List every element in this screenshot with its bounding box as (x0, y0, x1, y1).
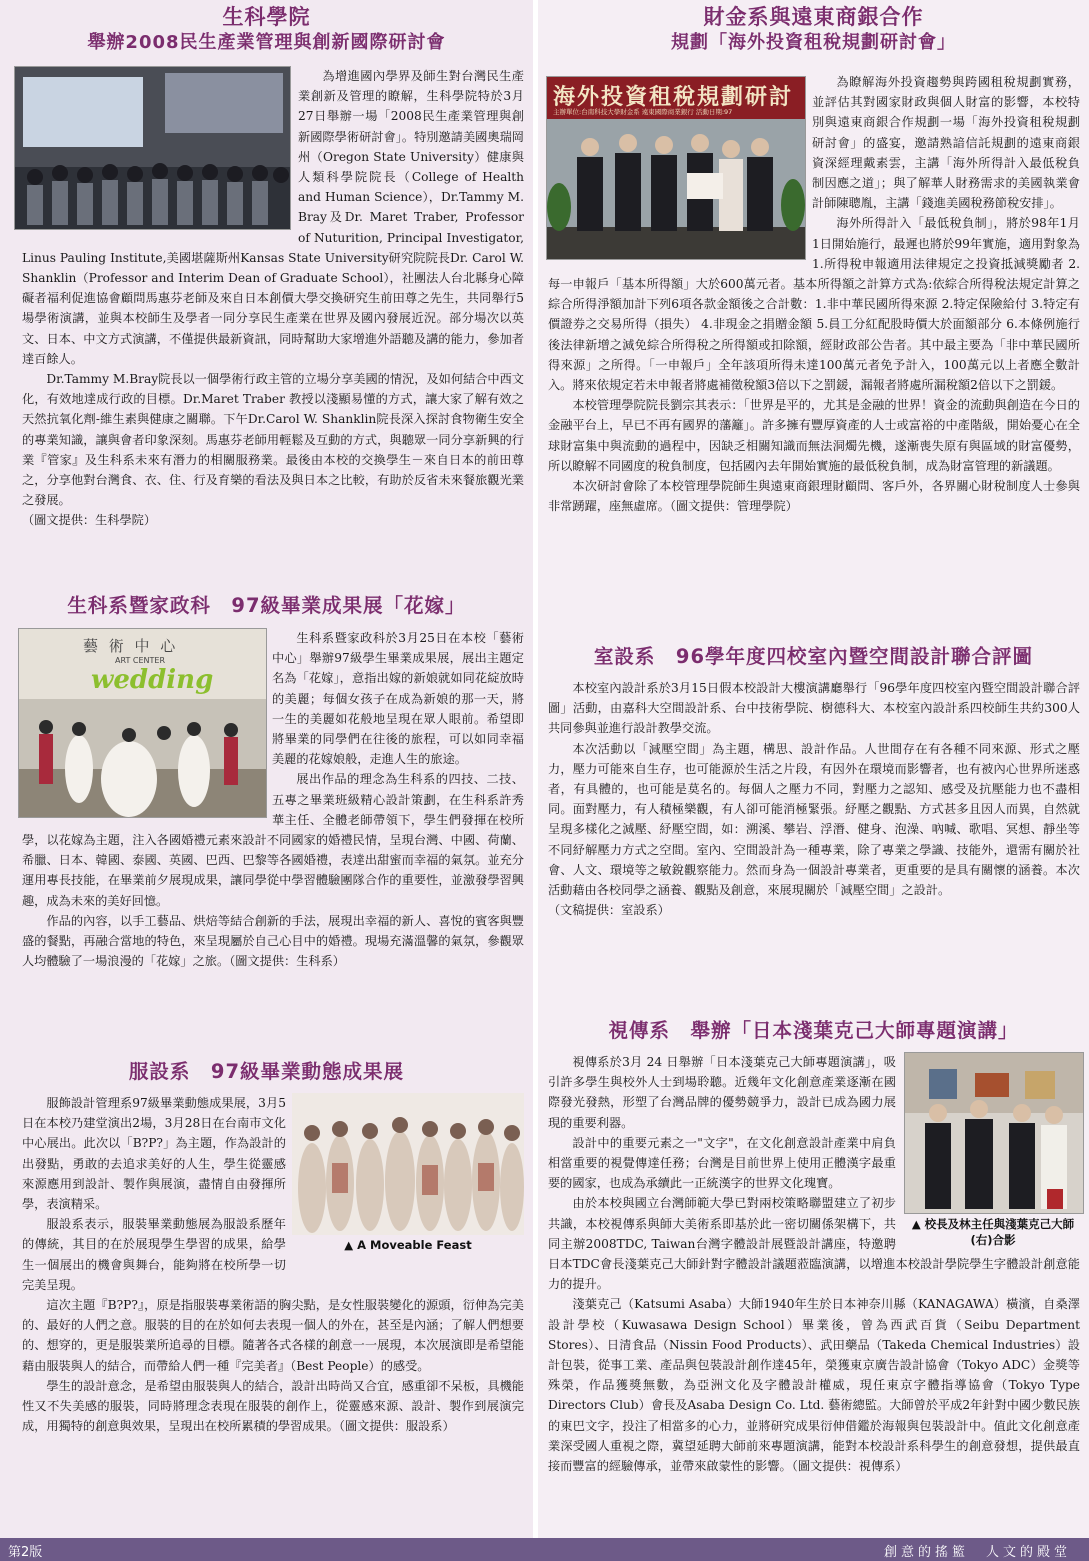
s3-body (22, 1093, 524, 1436)
article-title: 服設系 97級畢業動態成果展 (128, 1060, 405, 1083)
s3-paragraph-3: 這次主題『B?P?』，原是指服裝專業術語的胸尖點，是女性服裝變化的源頭，衍伸為完美的、最好的人們之意。服裝的目的在於如何去表現一個人的外在，甚至是內涵；了解人們想要的、想穿的，更是服裝業所追尋的目標。隨著各式各樣的創意一一展現，本次展演即是希望能藉由服裝與人的結合，而帶給人們一種『完美者』（Best People）的感受。 (22, 1298, 524, 1373)
s2-paragraph-2: 展出作品的理念為生科系的四技、二技、五專之畢業班級精心設計策劃，在生科系許秀華主任、全體老師帶領下，學生們發揮在校所學，以花嫁為主題，注入各國婚禮元素來設計不同國家的婚禮民情，呈現台灣、中國、荷蘭、希臘、日本、韓國、泰國、英國、巴西、巴黎等各國婚禮，表達出甜蜜而幸福的氣氛。並充分運用專長技能，在畢業前夕展現成果，讓同學從中學習體驗團隊合作的重要性，並激發學習興趣，成為未來的美好回憶。 (22, 772, 524, 908)
article-life-science-college (0, 4, 533, 55)
s4-paragraph-4: 本次研討會除了本校管理學院師生與遠東商銀理財顧問、客戶外，各界關心財稅制度人士參與非常踴躍，座無虛席。（圖文提供：管理學院） (548, 479, 1080, 514)
article-title: 生科系暨家政科 97級畢業成果展「花嫁」 (67, 594, 466, 617)
s5-credit: （文稿提供：室設系） (548, 903, 670, 918)
page-number: 第2版 (8, 1545, 43, 1560)
article-subtitle: 舉辦2008民生產業管理與創新國際研討會 (87, 32, 446, 54)
article-title: 生科學院 (222, 5, 311, 29)
article-finance-seminar (538, 4, 1089, 55)
art-center-sign-en: ART CENTER (115, 656, 166, 665)
asaba-photo-caption: ▲ 校長及林主任與淺葉克己大師(右)合影 (911, 1217, 1075, 1247)
article-interior-design (538, 645, 1089, 669)
float-spacer (286, 1093, 524, 1259)
s1-credit: （圖文提供：生科學院） (22, 513, 157, 528)
s5-body (548, 678, 1080, 920)
s6-paragraph-1: 視傳系於3月 24 日舉辦「日本淺葉克己大師專題演講」，吸引許多學生與校外人士到場聆聽。近幾年文化創意產業逐漸在國際發光發熱，形塑了台灣品牌的優勢競爭力，設計已成為國力展現的重要利器。 (548, 1055, 896, 1130)
article-title: 視傳系 舉辦「日本淺葉克己大師專題演講」 (608, 1019, 1019, 1042)
s6-paragraph-4: 淺葉克己（Katsumi Asaba）大師1940年生於日本神奈川縣（KANAGAWA）橫濱，自桑澤設計學校（Kuwasawa Design School）畢業後，曾為西武百貨（Seibu Department Stores）、日清食品（Nissin Food Products）、武田藥品（Takeda Chemical Industries）設計包裝，從事工業、產品與包裝設計創作達45年，榮獲東京廣告設計協會（Tokyo ADC）金獎等殊榮，作品獲獎無數，為亞洲文化及字體設計權威，現任東京字體指導協會（Tokyo Type Directors Club）會長及Asaba Design Co. Ltd. 藝術總監。大師曾於平成2年針對中國少數民族的東巴文字，投注了相當多的心力，並將研究成果衍伸借鑑於海報與包裝設計中。值此文化創意產業深受國人重視之際，冀望延聘大師前來專題演講，能對本校設計系科學生的創意發想，提供最直接而豐富的經驗傳承，並帶來啟蒙性的影響。（圖文提供：視傳系） (548, 1297, 1080, 1474)
s6-body (548, 1052, 1080, 1476)
seminar-banner-subtext: 主辦單位:台南科技大學財金系 遠東國際商業銀行 活動日期:97 (553, 108, 733, 116)
s2-paragraph-3: 作品的內容，以手工藝品、烘焙等結合創新的手法，展現出幸福的新人、喜悅的賓客與豐盛的餐點，再融合當地的特色，來呈現屬於自己心目中的婚禮。現場充滿溫馨的氣氛，參觀眾人均體驗了一場浪漫的「花嫁」之旅。（圖文提供：生科系） (22, 913, 524, 969)
s3-paragraph-2: 服設系表示，服裝畢業動態展為服設系歷年的傳統，其目的在於展現學生學習的成果，給學生一個展出的機會與舞台，能夠將在校所學一切完美呈現。 (22, 1217, 286, 1292)
footer-motto: 創意的搖籃 人文的殿堂 (883, 1545, 1071, 1560)
s1-paragraph-1: 為增進國內學界及師生對台灣民生產業創新及管理的瞭解，生科學院特於3月27日舉辦一場「2008民生產業管理與創新國際學術研討會」。特別邀請美國奧瑞岡州（Oregon State University）健康與人類科學院院長（College of Health and Human Science），Dr.Tammy M. Bray及Dr. Maret Traber, Professor of Nuturition, Principal Investigator, Linus Pauling Institute,美國堪薩斯州Kansas State University研究院院長Dr. Carol W. Shanklin（Professor and Interim Dean of Graduate School），社團法人台北縣身心障礙者福利促進協會顧問馬惠芬老師及來自日本創價大學交換研究生前田尊之先生，共同舉行5場學術演講，並與本校師生及學者一同分享民生產業在世界及國內發展近況。部分場次以英文、日本、中文方式演講，不僅提供最新資訊，同時幫助大家增進外語聽及講的能力，參加者達百餘人。 (22, 69, 524, 366)
seminar-banner-text: 海外投資租稅規劃研討 (553, 84, 794, 110)
page-footer (0, 1538, 1089, 1561)
s3-paragraph-4: 學生的設計意念，是希望由服裝與人的結合，設計出時尚又合宜，感重卻不呆板，具機能性又不失美感的服裝，同時將理念表現在服裝的創作上，從靈感來源、設計、製作到展演完成，用獨特的創意與效果，呈現出在校所累積的學習成果。（圖文提供：服設系） (22, 1378, 524, 1434)
s4-body (548, 72, 1080, 516)
fashion-photo-caption: ▲ A Moveable Feast (344, 1238, 472, 1252)
s5-paragraph-2: 本次活動以「減壓空間」為主題，構思、設計作品。人世間存在有各種不同來源、形式之壓力，壓力可能來自生存，也可能源於生活之片段，有因外在環境而影響者，也有被內心世界所迷惑者，有具體的，也可能是莫名的。每個人之壓力不同，對壓力之認知、感受及抗壓能力也不盡相同。面對壓力，有人積極樂觀，有人卻可能消極緊張。紓壓之觀點、方式甚多且因人而異，自然就呈現多樣化之減壓、紓壓空間，如：溯溪、攀岩、浮潛、健身、泡澡、吶喊、歌唱、冥想、靜坐等不同紓解壓力方式之空間。室內、空間設計為一種專業，除了專業之學識、技能外，還需有關於社會、人文、環境等之敏銳觀察能力。然而身為一個設計專業者，更重要的是具有關懷的涵養。本次活動藉由各校同學之涵養、觀點及創意，來展現關於「減壓空間」之設計。 (548, 741, 1080, 898)
s1-paragraph-2: Dr.Tammy M.Bray院長以一個學術行政主管的立場分享美國的情況，及如何結合中西文化，有效地達成行政的目標。Dr.Maret Traber 教授以淺顯易懂的方式，讓大家了解有效之天然抗氧化劑-維生素與健康之關聯。下午Dr.Carol W. Shanklin院長深入探討食物衛生安全的專業知識，讓與會者印象深刻。馬惠芬老師用輕鬆及互動的方式，與聽眾一同分享新興的行業『管家』及生科系未來有潛力的相關服務業。最後由本校的交換學生－來自日本的前田尊之，分享他對台灣食、衣、住、行及育樂的看法及與日本之比較，有助於反省未來餐旅觀光業之發展。 (22, 372, 524, 508)
s4-paragraph-2: 海外所得計入「最低稅負制」，將於98年1月1日開始施行，最遲也將於99年實施，適用對象為1.所得稅申報適用法律規定之投資抵減獎勵者 2.每一申報戶「基本所得額」大於600萬元者。基本所得額之計算方式為:依綜合所得稅法規定計算之綜合所得淨額加計下列6項各款金額後之合計數：1.非中華民國所得來源 2.特定保險給付 3.特定有價證券之交易所得（損失） 4.非現金之捐贈金額 5.員工分紅配股時價大於面額部分 6.本條例施行後法律新增之減免綜合所得稅之所得額或扣除額，經財政部公告者。其中最主要為「非中華民國所得來源」之所得。「一申報戶」全年該項所得未達100萬元者免予計入，100萬元以上者應全數計入。將來依規定若未申報者將處補徵稅額3倍以下之罰鍰，漏報者將處所漏稅額2倍以下之罰鍰。 (548, 216, 1080, 393)
float-spacer (896, 1052, 1080, 1252)
article-fashion-show (0, 1060, 533, 1084)
s4-paragraph-1: 為瞭解海外投資趨勢與跨國租稅規劃實務，並評估其對國家財政與個人財富的影響，本校特別與遠東商銀合作規劃一場「海外投資租稅規劃研討會」的盛宴，邀請熟諳信託規劃的遠東商銀資深經理戴素雲，主講「海外所得計入最低稅負制因應之道」；與了解華人財務需求的美國執業會計師陳聰胤，主講「錢進美國稅務節稅安排」。 (812, 75, 1080, 211)
article-title: 財金系與遠東商銀合作 (703, 5, 924, 29)
art-center-sign: 藝 術 中 心 (83, 637, 179, 655)
float-spacer (22, 628, 272, 816)
s1-body (22, 66, 524, 531)
article-graduation-wedding (0, 594, 533, 618)
s5-paragraph-1: 本校室內設計系於3月15日假本校設計大樓演講廳舉行「96學年度四校室內暨空間設計聯合評圖」活動，由嘉科大空間設計系、台中技術學院、樹德科大、本校室內設計系四校師生共約300人共同參與並進行設計教學交流。 (548, 681, 1080, 736)
float-spacer (22, 66, 298, 234)
float-spacer (548, 72, 812, 260)
s6-paragraph-3: 由於本校與國立台灣師範大學已對兩校策略聯盟建立了初步共識，本校視傳系與師大美術系即基於此一密切關係架構下，共同主辦2008TDC, Taiwan台灣字體設計展暨設計講座，特邀聘日本TDC會長淺葉克己大師針對字體設計議題蒞臨演講，以增進本校設計學院學生字體設計創意能力的提升。 (548, 1196, 1080, 1292)
article-visual-comm (538, 1019, 1089, 1043)
s2-body (22, 628, 524, 971)
article-subtitle: 規劃「海外投資租稅規劃研討會」 (671, 32, 956, 54)
article-title: 室設系 96學年度四校室內暨空間設計聯合評圖 (593, 645, 1034, 668)
wedding-banner: wedding (91, 665, 214, 695)
s3-paragraph-1: 服飾設計管理系97級畢業動態成果展，3月5日在本校乃建堂演出2場，3月28日在台南市文化中心展出。此次以「B?P?」為主題，作為設計的出發點，勇敢的去追求美好的人生，學生從靈感來源應用到設計、製作與展演，盡情自由發揮所學，表演精采。 (22, 1096, 286, 1212)
s4-paragraph-3: 本校管理學院院長劉宗其表示：「世界是平的，尤其是金融的世界！資金的流動與創造在今日的金融平台上，早已不再有國界的藩籬」。許多擁有豐厚資產的人士或富裕的中產階級，開始憂心在全球財富集中與流動的過程中，因缺乏相關知識而無法洞燭先機，遂漸喪失原有與區域的財富優勢，所以瞭解不同國度的稅負制度，包括國內去年開始實施的最低稅負制，成為財富管理的新議題。 (548, 398, 1080, 473)
s6-paragraph-2: 設計中的重要元素之一"文字"，在文化創意設計產業中肩負相當重要的視覺傳達任務；台灣是目前世界上使用正體漢字最重要的國家，也成為承續此一正統漢字的世界文化瑰寶。 (548, 1135, 896, 1191)
s2-paragraph-1: 生科系暨家政科於3月25日在本校「藝術中心」舉辦97級學生畢業成果展，展出主題定名為「花嫁」，意指出嫁的新娘就如同花綻放時的美麗；每個女孩子在成為新娘的那一天，將一生的美麗如花般地呈現在眾人眼前。希望即將畢業的同學們在往後的旅程，可以如同幸福美麗的花嫁娘般，走進人生的旅途。 (272, 631, 524, 767)
